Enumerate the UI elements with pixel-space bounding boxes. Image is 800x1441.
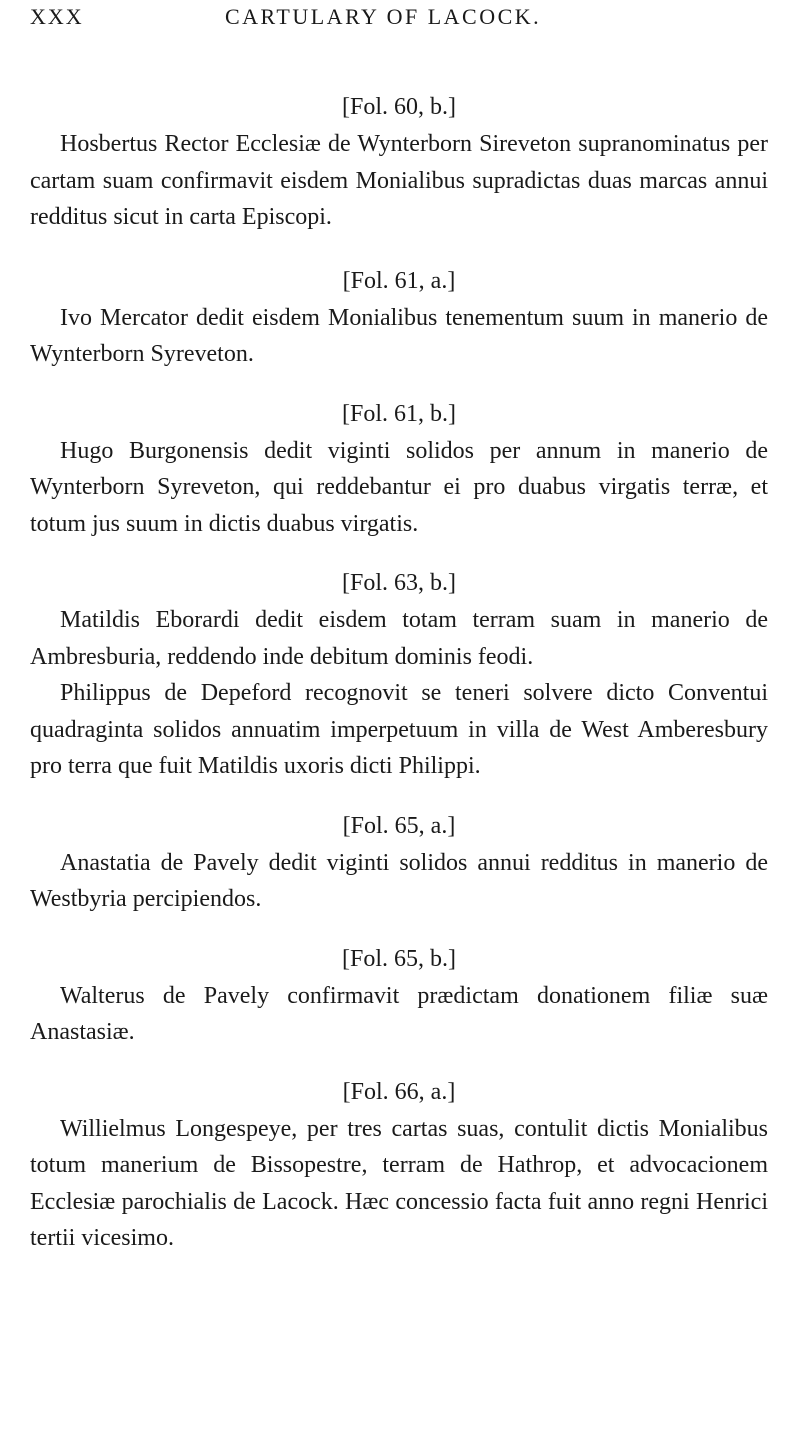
entry-fol-60b bbox=[30, 90, 768, 236]
entry-paragraph: Hugo Burgonensis dedit viginti solidos per annum in manerio de Wynterborn Syreveton, qui reddebantur ei pro duabus virgatis terræ, et totum jus suum in dictis duabus virgatis. bbox=[30, 437, 768, 537]
entry-paragraph: Anastatia de Pavely dedit viginti solidos annui redditus in manerio de Westbyria percipiendos. bbox=[30, 849, 768, 912]
folio-heading: [Fol. 60, b.] bbox=[342, 94, 456, 120]
entry-paragraph: Walterus de Pavely confirmavit prædictam donationem filiæ suæ Anastasiæ. bbox=[30, 982, 768, 1045]
entry-paragraph: Willielmus Longespeye, per tres cartas suas, contulit dictis Monialibus totum manerium de Bissopestre, terram de Hathrop, et advocacionem Ecclesiæ parochialis de Lacock. Hæc concessio facta fuit anno regni Henrici tertii vicesimo. bbox=[30, 1115, 768, 1251]
entry-fol-65b bbox=[30, 942, 768, 1051]
entry-fol-65a bbox=[30, 809, 768, 918]
entry-paragraph: Philippus de Depeford recognovit se teneri solvere dicto Conventui quadraginta solidos annuatim imperpetuum in villa de West Amberesbury pro terra que fuit Matildis uxoris dicti Philippi. bbox=[30, 680, 768, 779]
folio-heading: [Fol. 61, b.] bbox=[342, 400, 456, 427]
folio-heading: [Fol. 61, a.] bbox=[342, 267, 456, 294]
folio-heading: [Fol. 63, b.] bbox=[342, 570, 456, 596]
entry-paragraph: Hosbertus Rector Ecclesiæ de Wynterborn Sireveton supranominatus per cartam suam confirmavit eisdem Monialibus supradictas duas marcas annui redditus sicut in carta Episcopi. bbox=[30, 131, 768, 230]
page-number: XXX bbox=[30, 4, 84, 29]
entry-paragraph: Ivo Mercator dedit eisdem Monialibus tenementum suum in manerio de Wynterborn Syreveton. bbox=[30, 304, 768, 367]
entry-fol-61a bbox=[30, 264, 768, 373]
entry-paragraph: Matildis Eborardi dedit eisdem totam terram suam in manerio de Ambresburia, reddendo inde debitum dominis feodi. bbox=[30, 607, 768, 670]
folio-heading: [Fol. 65, b.] bbox=[342, 945, 456, 972]
entry-fol-61b bbox=[30, 397, 768, 543]
entry-fol-63b bbox=[30, 566, 768, 785]
running-head bbox=[30, 4, 770, 38]
folio-heading: [Fol. 65, a.] bbox=[342, 812, 456, 839]
running-title: CARTULARY OF LACOCK. bbox=[225, 4, 542, 29]
cartulary-entries bbox=[30, 90, 768, 1281]
folio-heading: [Fol. 66, a.] bbox=[342, 1078, 456, 1105]
entry-fol-66a bbox=[30, 1075, 768, 1257]
